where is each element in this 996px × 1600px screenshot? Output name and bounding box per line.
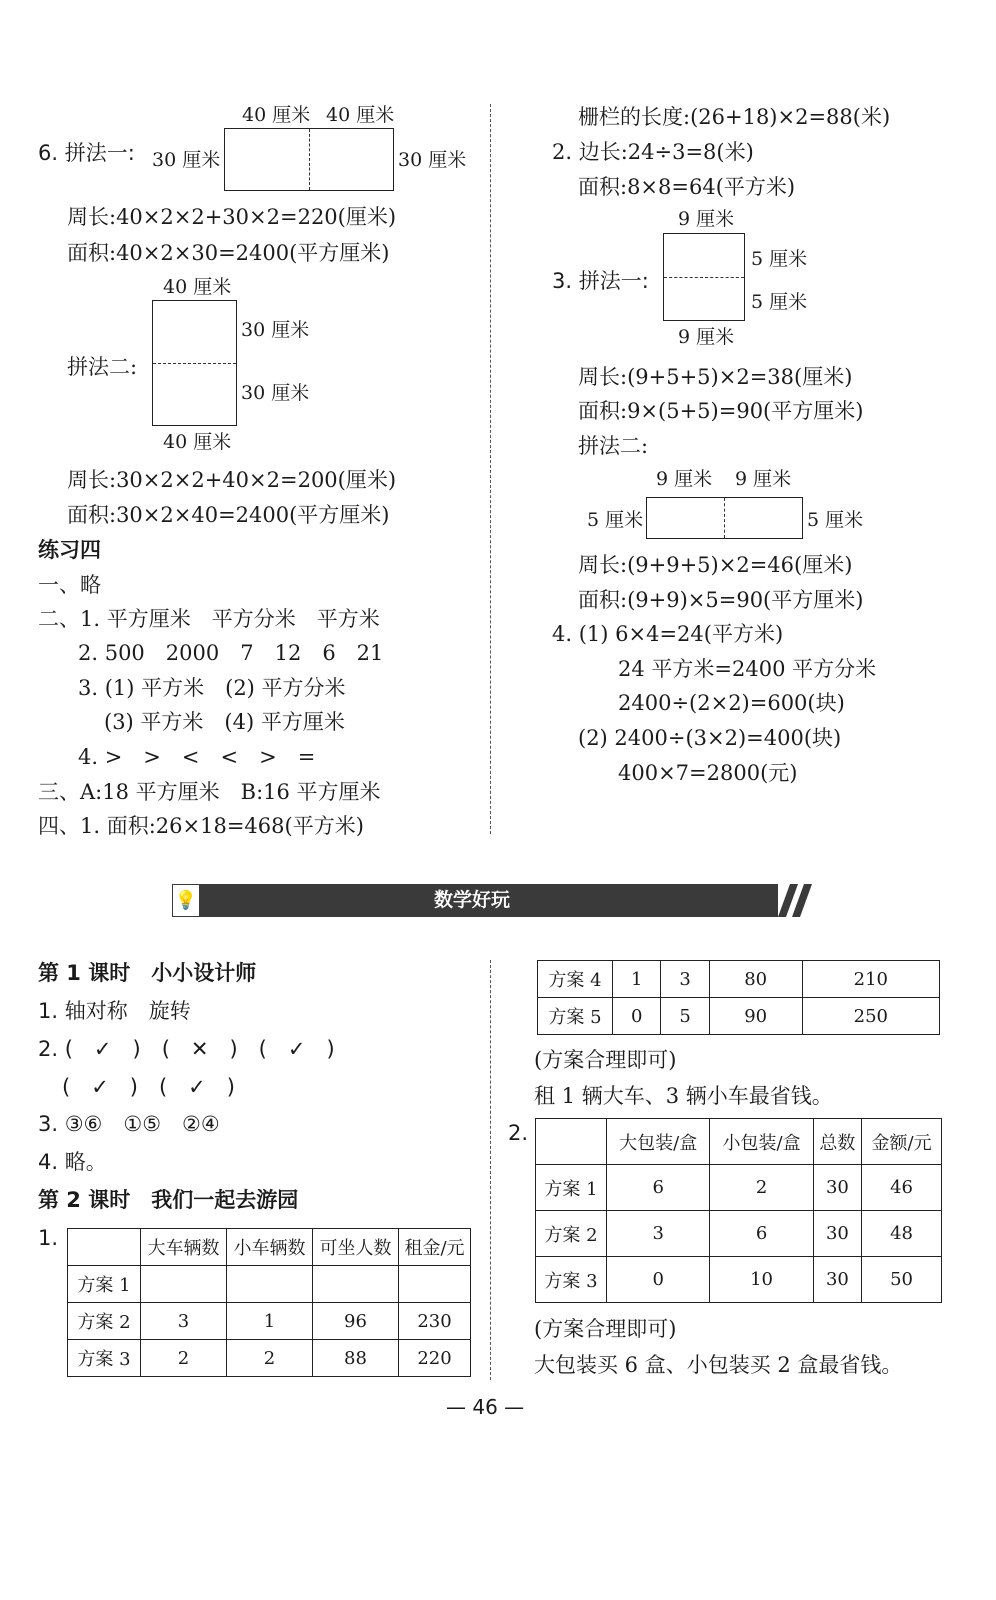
answer-line: 面积:9×(5+5)=90(平方厘米) xyxy=(578,399,864,423)
table-cell: 10 xyxy=(710,1257,813,1303)
answer-line: 周长:30×2×2+40×2=200(厘米) xyxy=(67,468,397,492)
table-cell: 5 xyxy=(661,998,709,1035)
question-6-label: 6. 拼法一: xyxy=(38,141,135,165)
table-cell xyxy=(399,1266,471,1303)
table-cell: 46 xyxy=(862,1165,942,1211)
dashed-divider xyxy=(309,129,310,190)
dashed-divider xyxy=(664,277,744,278)
table-row xyxy=(68,1340,471,1377)
dim-label: 9 厘米 xyxy=(678,326,735,348)
dashed-divider xyxy=(724,498,725,538)
dim-label: 9 厘米 xyxy=(735,468,792,490)
answer-line: 面积:8×8=64(平方米) xyxy=(578,175,796,199)
table-cell: 方案 5 xyxy=(538,998,613,1035)
table-rental xyxy=(67,1228,471,1377)
table-cell: 3 xyxy=(661,961,709,998)
answer-line: 4. (1) 6×4=24(平方米) xyxy=(552,622,784,646)
lightbulb-icon: 💡 xyxy=(172,884,200,917)
answer-line: 周长:(9+5+5)×2=38(厘米) xyxy=(578,365,853,389)
table-label: 2. xyxy=(508,1121,529,1145)
table-cell xyxy=(227,1266,313,1303)
answer-line: 2. ( ✓ ) ( ✕ ) ( ✓ ) xyxy=(38,1037,335,1061)
table-cell: 2 xyxy=(710,1165,813,1211)
table-cell: 2 xyxy=(227,1340,313,1377)
table-cell: 90 xyxy=(709,998,802,1035)
note-line: (方案合理即可) xyxy=(534,1317,677,1341)
table-cell xyxy=(141,1266,227,1303)
answer-line: 栅栏的长度:(26+18)×2=88(米) xyxy=(578,105,891,129)
answer-line: 租 1 辆大车、3 辆小车最省钱。 xyxy=(534,1084,833,1108)
table-cell: 30 xyxy=(813,1257,861,1303)
answer-line: 面积:30×2×40=2400(平方厘米) xyxy=(67,503,390,527)
table-cell: 210 xyxy=(802,961,939,998)
dim-label: 9 厘米 xyxy=(656,468,713,490)
table-label: 1. xyxy=(38,1226,59,1250)
table-cell: 0 xyxy=(607,1257,710,1303)
dim-label: 40 厘米 xyxy=(163,276,232,298)
table-cell: 30 xyxy=(813,1211,861,1257)
table-row xyxy=(68,1303,471,1340)
method-2-label: 拼法二: xyxy=(578,434,649,458)
answer-line: 2400÷(2×2)=600(块) xyxy=(618,691,845,715)
table-row xyxy=(538,961,940,998)
table-header-cell xyxy=(68,1229,141,1266)
column-divider xyxy=(490,960,491,1380)
answer-line: 一、略 xyxy=(38,573,101,597)
table-cell: 方案 2 xyxy=(68,1303,141,1340)
table-cell: 80 xyxy=(709,961,802,998)
answer-line: (3) 平方米 (4) 平方厘米 xyxy=(104,710,345,734)
table-cell: 48 xyxy=(862,1211,942,1257)
table-cell: 96 xyxy=(313,1303,399,1340)
table-cell: 1 xyxy=(613,961,661,998)
table-cell: 方案 2 xyxy=(536,1211,607,1257)
answer-line: 大包装买 6 盒、小包装买 2 盒最省钱。 xyxy=(534,1353,903,1377)
answer-line: 3. (1) 平方米 (2) 平方分米 xyxy=(78,676,346,700)
table-header-cell: 小车辆数 xyxy=(227,1229,313,1266)
answer-line: 四、1. 面积:26×18=468(平方米) xyxy=(38,814,364,838)
banner-title: 数学好玩 xyxy=(433,889,510,911)
answer-line: 4. > > < < > = xyxy=(78,745,316,769)
dim-label: 30 厘米 xyxy=(241,319,310,341)
table-header-cell: 大车辆数 xyxy=(141,1229,227,1266)
table-cell: 6 xyxy=(710,1211,813,1257)
table-row xyxy=(536,1165,942,1211)
table-row xyxy=(536,1257,942,1303)
table-cell: 220 xyxy=(399,1340,471,1377)
section-banner xyxy=(172,884,812,917)
table-cell: 30 xyxy=(813,1165,861,1211)
dim-label: 40 厘米 xyxy=(242,104,311,126)
answer-line: 1. 轴对称 旋转 xyxy=(38,999,191,1023)
answer-line: 二、1. 平方厘米 平方分米 平方米 xyxy=(38,607,380,631)
method-2-label: 拼法二: xyxy=(67,355,138,379)
dim-label: 30 厘米 xyxy=(398,149,467,171)
table-header-cell: 租金/元 xyxy=(399,1229,471,1266)
dim-label: 30 厘米 xyxy=(152,149,221,171)
page-number: — 46 — xyxy=(446,1395,525,1419)
answer-line: 400×7=2800(元) xyxy=(618,761,798,785)
answer-line: 4. 略。 xyxy=(38,1150,107,1174)
table-header-cell: 可坐人数 xyxy=(313,1229,399,1266)
table-cell: 3 xyxy=(141,1303,227,1340)
answer-line: 24 平方米=2400 平方分米 xyxy=(618,657,877,681)
table-cell: 方案 4 xyxy=(538,961,613,998)
table-cell: 3 xyxy=(607,1211,710,1257)
table-cell: 250 xyxy=(802,998,939,1035)
lesson-heading: 第 2 课时 我们一起去游园 xyxy=(38,1188,299,1212)
answer-line: 2. 边长:24÷3=8(米) xyxy=(552,140,754,164)
table-row xyxy=(536,1211,942,1257)
table-cell: 方案 3 xyxy=(68,1340,141,1377)
table-cell: 6 xyxy=(607,1165,710,1211)
answer-line: 面积:(9+9)×5=90(平方厘米) xyxy=(578,588,864,612)
table-cell: 50 xyxy=(862,1257,942,1303)
section-heading: 练习四 xyxy=(38,538,101,562)
answer-line: 2. 500 2000 7 12 6 21 xyxy=(78,641,384,665)
dim-label: 5 厘米 xyxy=(751,248,808,270)
dim-label: 40 厘米 xyxy=(163,431,232,453)
table-packaging xyxy=(535,1118,942,1303)
note-line: (方案合理即可) xyxy=(534,1048,677,1072)
dim-label: 5 厘米 xyxy=(587,509,644,531)
answer-line: (2) 2400÷(3×2)=400(块) xyxy=(578,726,842,750)
table-cell: 2 xyxy=(141,1340,227,1377)
table-cell: 0 xyxy=(613,998,661,1035)
table-cell: 88 xyxy=(313,1340,399,1377)
table-header-cell: 大包装/盒 xyxy=(607,1119,710,1165)
answer-line: 3. ③⑥ ①⑤ ②④ xyxy=(38,1112,220,1136)
table-cell: 1 xyxy=(227,1303,313,1340)
dim-label: 5 厘米 xyxy=(807,509,864,531)
table-cell xyxy=(313,1266,399,1303)
dim-label: 30 厘米 xyxy=(241,382,310,404)
dim-label: 40 厘米 xyxy=(326,104,395,126)
table-cell: 方案 1 xyxy=(68,1266,141,1303)
table-cell: 方案 1 xyxy=(536,1165,607,1211)
table-cell: 230 xyxy=(399,1303,471,1340)
table-header-cell: 总数 xyxy=(813,1119,861,1165)
table-cell: 方案 3 xyxy=(536,1257,607,1303)
answer-line: 三、A:18 平方厘米 B:16 平方厘米 xyxy=(38,780,381,804)
column-divider xyxy=(490,104,491,834)
table-header-cell xyxy=(536,1119,607,1165)
dim-label: 5 厘米 xyxy=(751,291,808,313)
question-3-label: 3. 拼法一: xyxy=(552,269,649,293)
table-row xyxy=(68,1266,471,1303)
table-header-cell: 金额/元 xyxy=(862,1119,942,1165)
answer-line: 周长:(9+9+5)×2=46(厘米) xyxy=(578,553,853,577)
answer-line: 周长:40×2×2+30×2=220(厘米) xyxy=(67,205,397,229)
dim-label: 9 厘米 xyxy=(678,208,735,230)
lesson-heading: 第 1 课时 小小设计师 xyxy=(38,961,257,985)
table-header-cell: 小包装/盒 xyxy=(710,1119,813,1165)
dashed-divider xyxy=(153,363,236,364)
table-rental-continued xyxy=(537,960,940,1035)
answer-line: 面积:40×2×30=2400(平方厘米) xyxy=(67,241,390,265)
answer-line: ( ✓ ) ( ✓ ) xyxy=(62,1075,235,1099)
table-row xyxy=(538,998,940,1035)
